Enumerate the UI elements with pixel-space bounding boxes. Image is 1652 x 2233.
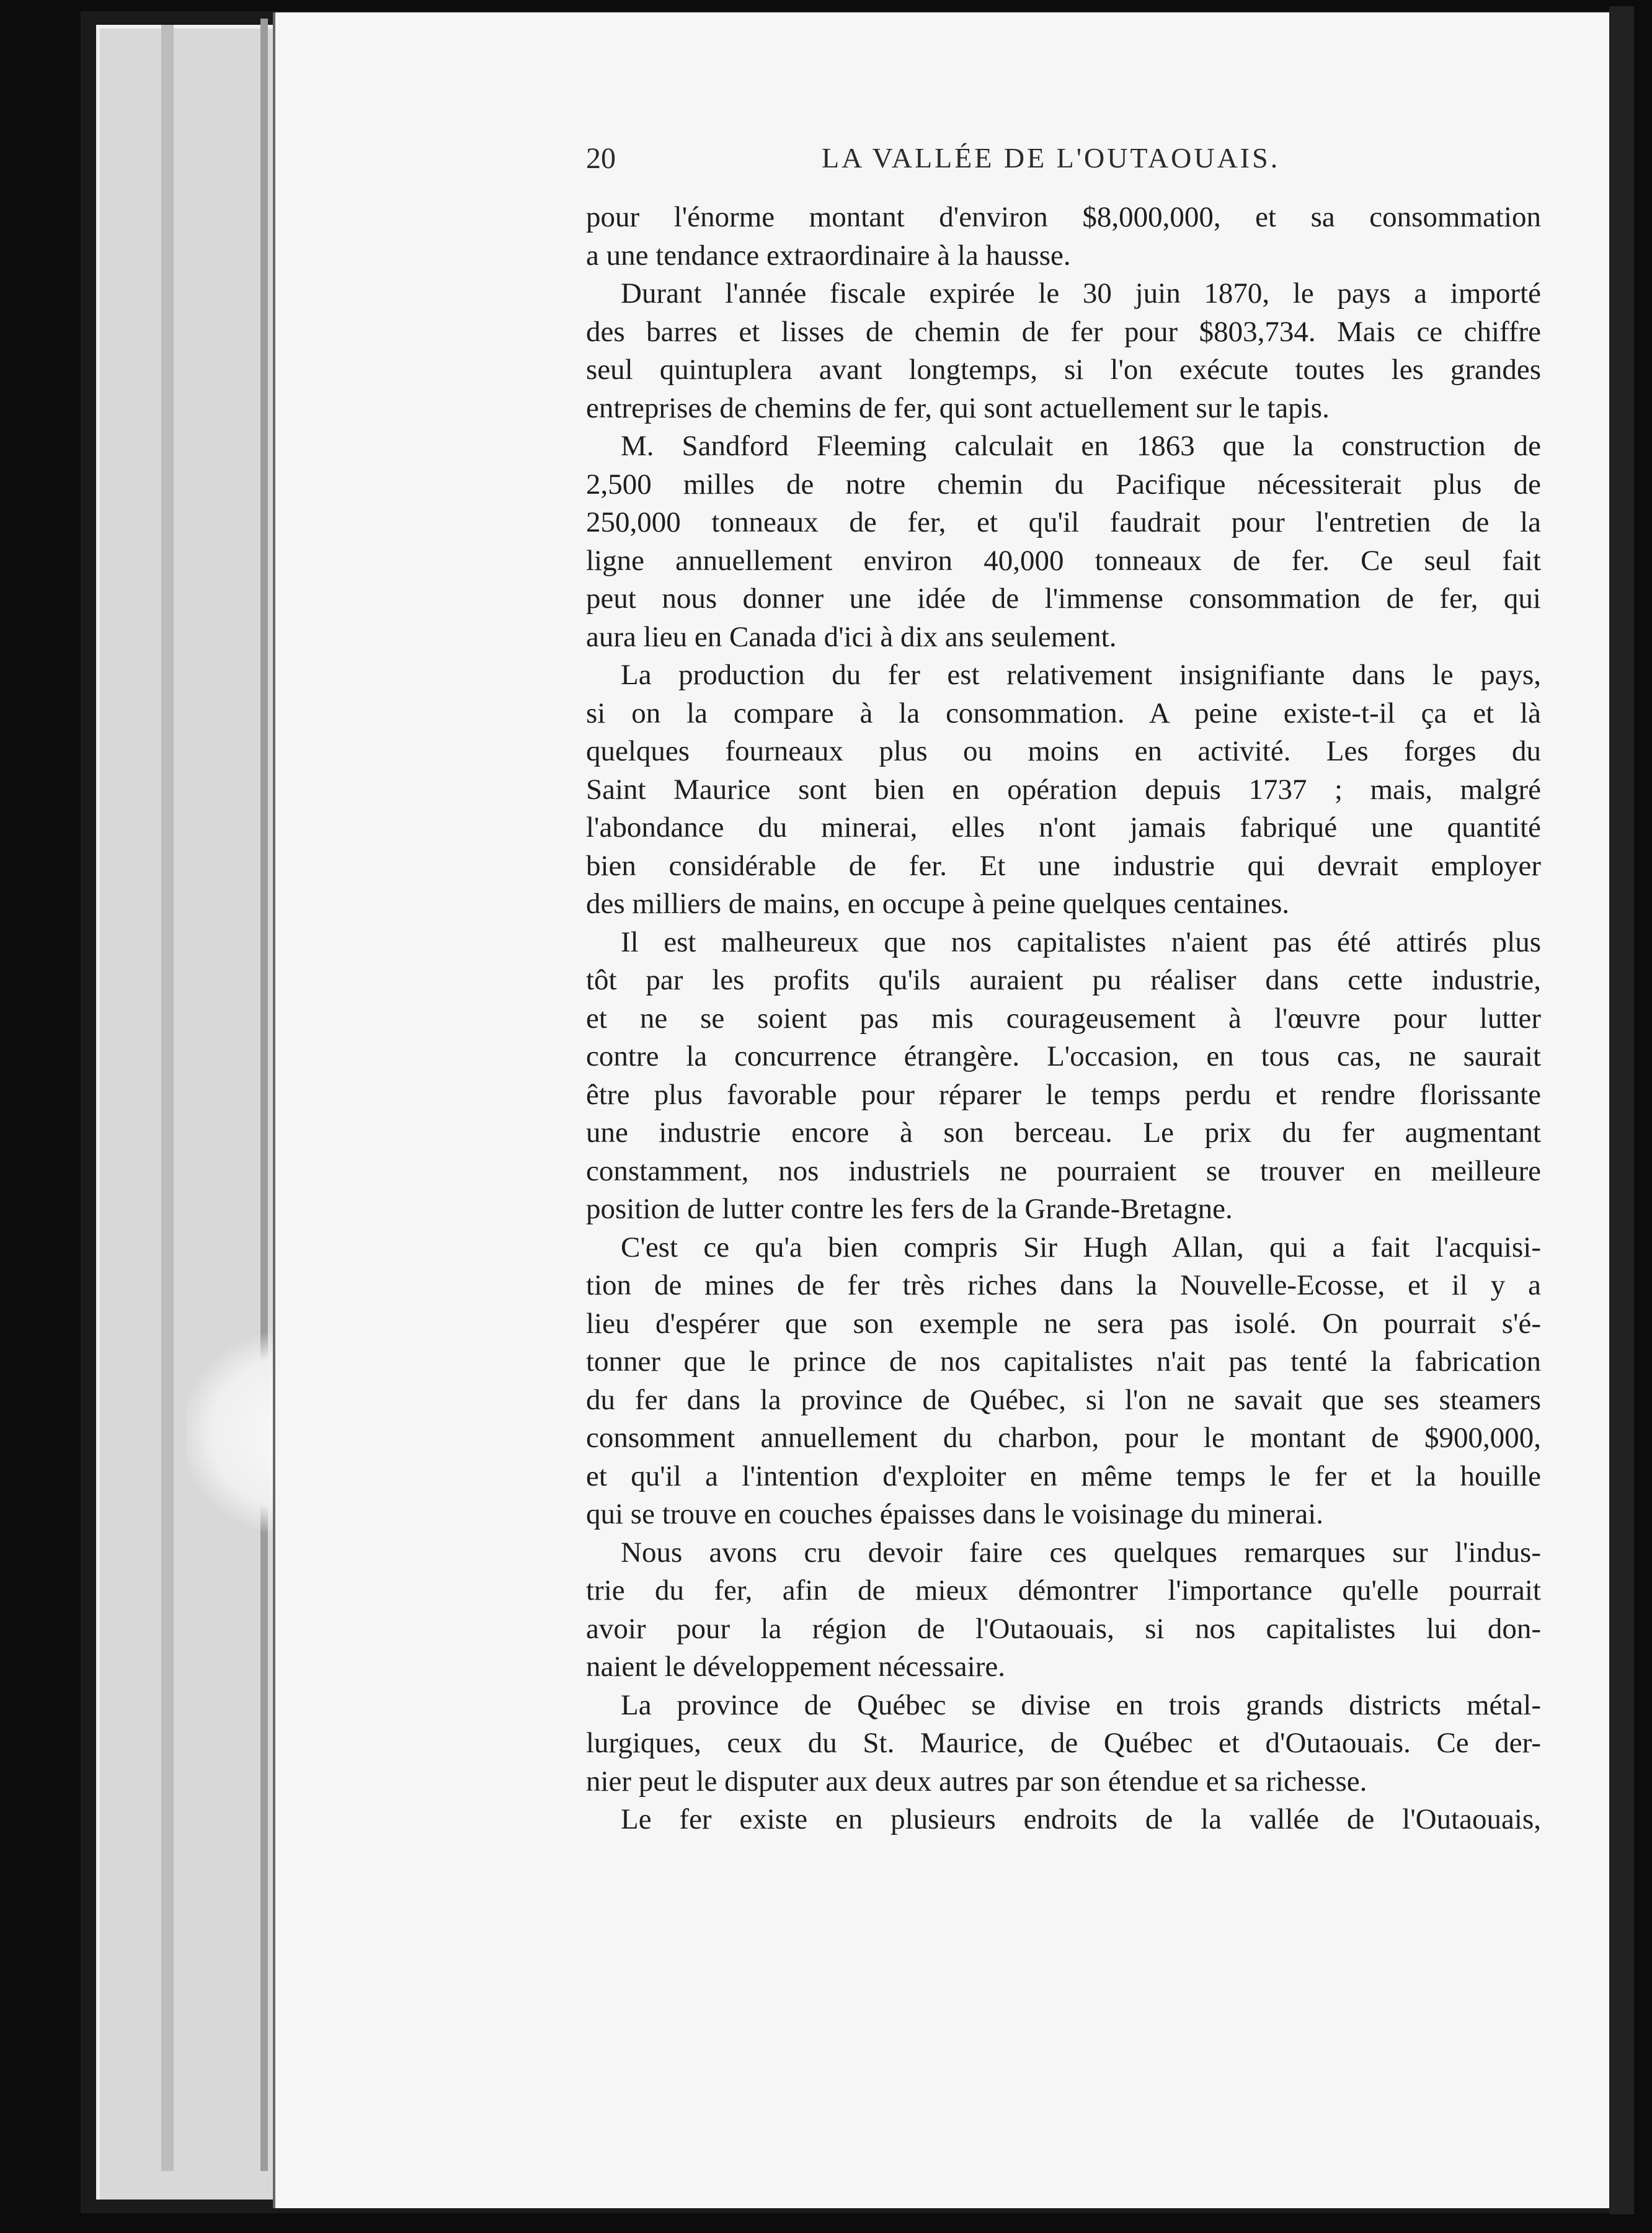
text-line: La province de Québec se divise en trois grands districts métal- [621, 1688, 1541, 1721]
text-line: Le fer existe en plusieurs endroits de la vallée de l'Outaouais, [621, 1803, 1541, 1835]
text-line: 2,500 milles de notre chemin du Pacifique nécessiterait plus de [586, 468, 1541, 501]
text-line: Nous avons cru devoir faire ces quelques remarques sur l'indus- [621, 1536, 1541, 1569]
text-line: contre la concurrence étrangère. L'occasion, en tous cas, ne saurait [586, 1040, 1541, 1072]
text-line: Durant l'année fiscale expirée le 30 juin 1870, le pays a importé [621, 277, 1541, 310]
page-edge [161, 25, 174, 2171]
text-line: aura lieu en Canada d'ici à dix ans seulement. [586, 620, 1117, 653]
text-line: M. Sandford Fleeming calculait en 1863 que la construction de [621, 430, 1541, 462]
page-shadow [1609, 6, 1634, 2214]
text-line: avoir pour la région de l'Outaouais, si nos capitalistes lui don- [586, 1612, 1541, 1645]
text-line: a une tendance extraordinaire à la hausse. [586, 239, 1071, 272]
text-line: l'abondance du minerai, elles n'ont jamais fabriqué une quantité [586, 811, 1541, 844]
text-line: bien considérable de fer. Et une industrie qui devrait employer [586, 849, 1541, 882]
text-line: du fer dans la province de Québec, si l'on ne savait que ses steamers [586, 1383, 1541, 1416]
text-line: 250,000 tonneaux de fer, et qu'il faudrait pour l'entretien de la [586, 506, 1541, 538]
text-line: lieu d'espérer que son exemple ne sera pas isolé. On pourrait s'é- [586, 1307, 1541, 1340]
paragraph [586, 1229, 1541, 1534]
text-line: quelques fourneaux plus ou moins en activité. Les forges du [586, 735, 1541, 767]
text-line: ligne annuellement environ 40,000 tonneaux de fer. Ce seul fait [586, 544, 1541, 577]
running-title: LA VALLÉE DE L'OUTAOUAIS. [822, 142, 1281, 174]
paragraph [586, 1687, 1541, 1801]
text-line: seul quintuplera avant longtemps, si l'on exécute toutes les grandes [586, 354, 1541, 386]
text-line: consomment annuellement du charbon, pour le montant de $900,000, [586, 1422, 1541, 1454]
text-line: tonner que le prince de nos capitalistes n'ait pas tenté la fabrication [586, 1345, 1541, 1378]
body-text [586, 198, 1541, 1839]
text-line: naient le développement nécessaire. [586, 1651, 1005, 1683]
text-line: si on la compare à la consommation. A peine existe-t-il ça et là [586, 697, 1541, 729]
text-line: et qu'il a l'intention d'exploiter en même temps le fer et la houille [586, 1460, 1541, 1492]
text-line: des milliers de mains, en occupe à peine quelques centaines. [586, 888, 1290, 920]
paragraph [586, 924, 1541, 1229]
paragraph [586, 427, 1541, 656]
text-line: Saint Maurice sont bien en opération depuis 1737 ; mais, malgré [586, 773, 1541, 806]
text-line: et ne se soient pas mis courageusement à l'œuvre pour lutter [586, 1002, 1541, 1035]
text-line: qui se trouve en couches épaisses dans le voisinage du minerai. [586, 1498, 1324, 1530]
text-line: lurgiques, ceux du St. Maurice, de Québec et d'Outaouais. Ce der- [586, 1727, 1541, 1759]
text-line: nier peut le disputer aux deux autres par son étendue et sa richesse. [586, 1765, 1367, 1798]
paragraph [586, 1534, 1541, 1687]
text-line: tion de mines de fer très riches dans la Nouvelle-Ecosse, et il y a [586, 1269, 1541, 1301]
text-line: entreprises de chemins de fer, qui sont actuellement sur le tapis. [586, 391, 1330, 424]
text-line: tôt par les profits qu'ils auraient pu réaliser dans cette industrie, [586, 964, 1541, 996]
paragraph [586, 656, 1541, 924]
text-line: constamment, nos industriels ne pourraient se trouver en meilleure [586, 1154, 1541, 1187]
paragraph [586, 275, 1541, 427]
text-line: une industrie encore à son berceau. Le prix du fer augmentant [586, 1116, 1541, 1149]
text-line: trie du fer, afin de mieux démontrer l'importance qu'elle pourrait [586, 1574, 1541, 1607]
text-line: Il est malheureux que nos capitalistes n'aient pas été attirés plus [621, 925, 1541, 958]
text-line: La production du fer est relativement insignifiante dans le pays, [621, 659, 1541, 691]
text-line: pour l'énorme montant d'environ $8,000,000, et sa consommation [586, 201, 1541, 233]
text-line: peut nous donner une idée de l'immense consommation de fer, qui [586, 582, 1541, 615]
page-header [586, 141, 1578, 185]
page-number: 20 [586, 142, 616, 175]
text-line: position de lutter contre les fers de la Grande-Bretagne. [586, 1193, 1233, 1225]
paragraph [586, 198, 1541, 275]
text-line: des barres et lisses de chemin de fer pour $803,734. Mais ce chiffre [586, 315, 1541, 348]
text-line: être plus favorable pour réparer le temps perdu et rendre florissante [586, 1078, 1541, 1111]
paragraph [586, 1801, 1541, 1839]
page-edge [260, 19, 268, 2171]
text-line: C'est ce qu'a bien compris Sir Hugh Allan, qui a fait l'acquisi- [621, 1231, 1541, 1264]
